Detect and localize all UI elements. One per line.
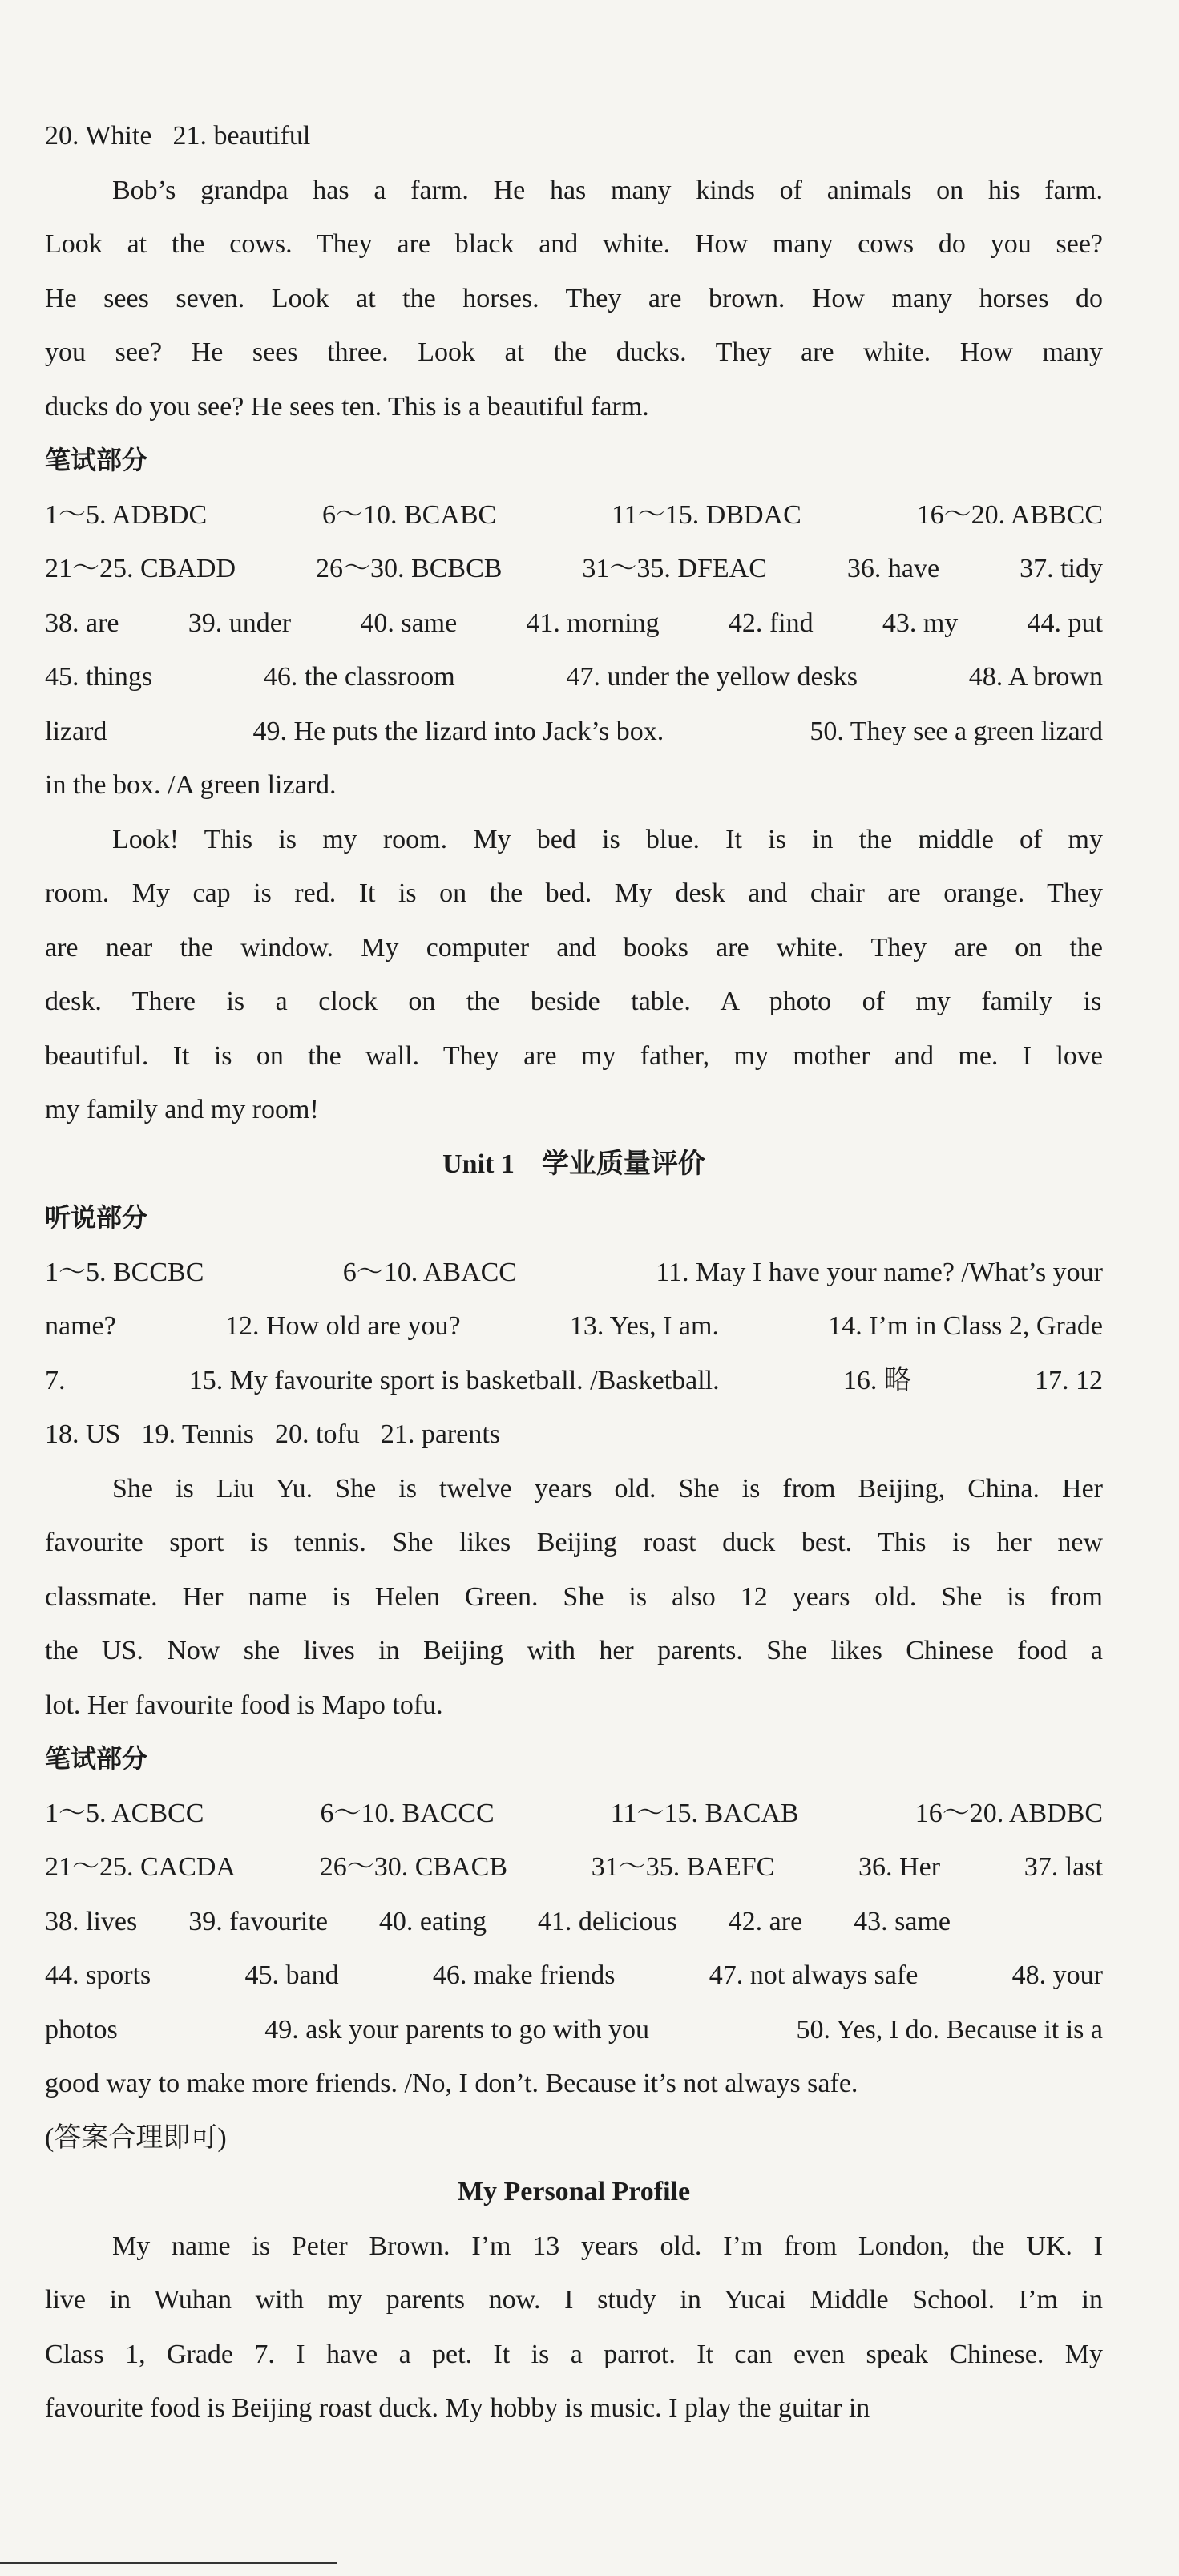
answer-line: 38. are 39. under 40. same 41. morning 42. find 43. my 44. put [45,608,1103,638]
answer-line: 1～5. ACBCC 6～10. BACCC 11～15. BACAB 16～20. ABDBC [45,1798,1103,1828]
profile-title: My Personal Profile [457,2177,691,2207]
answer-line: good way to make more friends. /No, I don’t. Because it’s not always safe. [45,2069,858,2098]
text-line: room. My cap is red. It is on the bed. My desk and chair are orange. They [45,878,1103,908]
text-line: My name is Peter Brown. I’m 13 years old. I’m from London, the UK. I [112,2231,1103,2261]
text-line: lot. Her favourite food is Mapo tofu. [45,1690,443,1720]
written-answers [45,488,1103,813]
answer-line: in the box. /A green lizard. [45,770,337,800]
answer-item: 20. White [45,121,152,151]
answer-line: 21～25. CBADD 26～30. BCBCB 31～35. DFEAC 36. have 37. tidy [45,554,1103,583]
text-line: you see? He sees three. Look at the ducks. They are white. How many [45,337,1103,367]
unit-title: Unit 1 学业质量评价 [442,1149,705,1179]
answer-line: photos 49. ask your parents to go with you 50. Yes, I do. Because it is a [45,2014,1103,2045]
text-line: live in Wuhan with my parents now. I study in Yucai Middle School. I’m in [45,2285,1103,2315]
written-answers [45,1787,1103,2166]
listening-passage [45,164,1103,434]
text-line: ducks do you see? He sees ten. This is a beautiful farm. [45,391,649,422]
profile-essay [45,2219,1103,2436]
answer-note: (答案合理即可) [45,2122,227,2153]
section-heading: 笔试部分 [45,1743,148,1774]
answer-line: 18. US 19. Tennis 20. tofu 21. parents [45,1419,500,1449]
answer-line: 1～5. ADBDC 6～10. BCABC 11～15. DBDAC 16～20. ABBCC [45,499,1103,530]
listening-answers [45,1246,1103,1462]
answer-line [45,109,1103,164]
section-heading: 笔试部分 [45,445,148,475]
text-line: Look! This is my room. My bed is blue. It is in the middle of my [112,824,1103,854]
answer-line: 7. 15. My favourite sport is basketball. /Basketball. 16. 略 17. 12 [45,1365,1103,1395]
answer-line: name? 12. How old are you? 13. Yes, I am. 14. I’m in Class 2, Grade [45,1311,1103,1341]
text-line: Bob’s grandpa has a farm. He has many kinds of animals on his farm. [112,175,1103,205]
answer-line: 45. things 46. the classroom 47. under the yellow desks 48. A brown [45,662,1103,692]
text-line: classmate. Her name is Helen Green. She is also 12 years old. She is from [45,1581,1103,1612]
essay [45,813,1103,1137]
text-line: beautiful. It is on the wall. They are my father, my mother and me. I love [45,1040,1103,1071]
text-line: my family and my room! [45,1095,319,1124]
answer-line: 38. lives 39. favourite 40. eating 41. delicious 42. are 43. same [45,1906,951,1936]
text-line: Class 1, Grade 7. I have a pet. It is a parrot. It can even speak Chinese. My [45,2339,1103,2369]
text-line: are near the window. My computer and books are white. They are on the [45,932,1103,963]
answer-item: 21. beautiful [172,121,311,151]
text-line: She is Liu Yu. She is twelve years old. She is from Beijing, China. Her [112,1473,1103,1504]
answer-line: 44. sports 45. band 46. make friends 47. not always safe 48. your [45,1960,1103,1990]
text-line: favourite sport is tennis. She likes Beijing roast duck best. This is her new [45,1528,1103,1557]
section-heading: 听说部分 [45,1202,148,1233]
text-line: the US. Now she lives in Beijing with her parents. She likes Chinese food a [45,1636,1103,1666]
text-line: favourite food is Beijing roast duck. My hobby is music. I play the guitar in [45,2393,870,2423]
text-line: Look at the cows. They are black and white. How many cows do you see? [45,229,1103,259]
bottom-rule [0,2562,337,2564]
answer-line: 1～5. BCCBC 6～10. ABACC 11. May I have your name? /What’s your [45,1257,1103,1287]
text-line: desk. There is a clock on the beside table. A photo of my family is [45,987,1102,1016]
listening-passage [45,1462,1103,1733]
text-line: He sees seven. Look at the horses. They are brown. How many horses do [45,283,1103,313]
content-column [45,109,1103,2436]
answer-line: 21～25. CACDA 26～30. CBACB 31～35. BAEFC 36. Her 37. last [45,1852,1103,1882]
answer-line: lizard 49. He puts the lizard into Jack’s box. 50. They see a green lizard [45,716,1103,746]
